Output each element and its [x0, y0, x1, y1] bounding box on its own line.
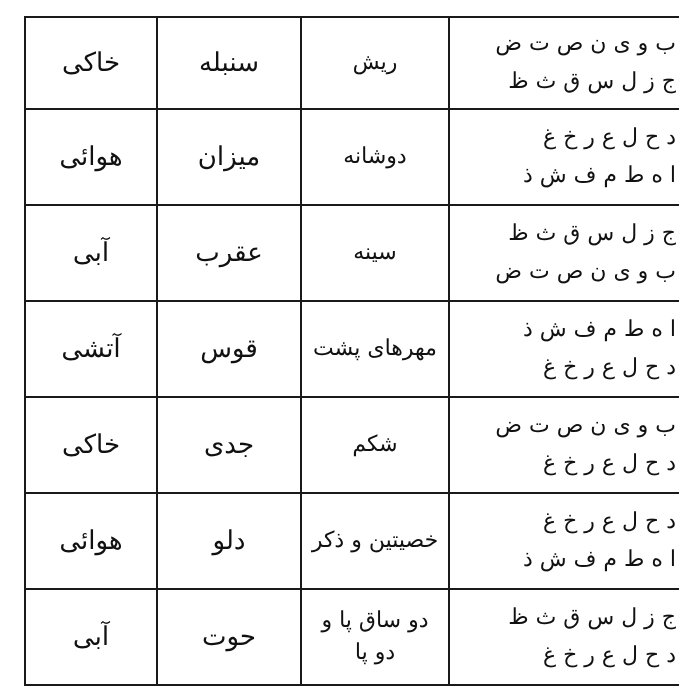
- body-part-text: دوشانه: [343, 144, 407, 169]
- zodiac-sign-cell: [157, 397, 301, 493]
- body-part-cell: [301, 301, 449, 397]
- element-text: هوائی: [59, 142, 123, 172]
- letters-cell: [449, 301, 679, 397]
- letters-line: ب و ی ن ص ت ض: [495, 31, 676, 56]
- zodiac-sign-text: عقرب: [195, 238, 263, 268]
- letters-line: ا ه ط م ف ش ذ: [522, 547, 676, 572]
- zodiac-sign-cell: [157, 109, 301, 205]
- zodiac-sign-text: دلو: [212, 526, 246, 556]
- zodiac-sign-text: حوت: [202, 622, 256, 652]
- letters-line: ب و ی ن ص ت ض: [495, 413, 676, 438]
- letters-line: د ح ل ع ر خ غ: [542, 355, 676, 380]
- element-cell: [25, 109, 157, 205]
- body-part-cell: [301, 493, 449, 589]
- letters-line: ج ز ل س ق ث ظ: [508, 605, 676, 630]
- element-cell: [25, 301, 157, 397]
- zodiac-sign-cell: [157, 493, 301, 589]
- body-part-cell: [301, 205, 449, 301]
- letters-line: ج ز ل س ق ث ظ: [508, 69, 676, 94]
- body-part-cell: [301, 17, 449, 109]
- letters-line: ا ه ط م ف ش ذ: [522, 163, 676, 188]
- body-part-cell: [301, 397, 449, 493]
- letters-line: د ح ل ع ر خ غ: [542, 509, 676, 534]
- zodiac-sign-text: میزان: [197, 142, 261, 172]
- table-row: [25, 301, 679, 397]
- element-text: خاکی: [61, 48, 121, 78]
- zodiac-sign-text: جدی: [203, 430, 255, 460]
- letters-line: ج ز ل س ق ث ظ: [508, 221, 676, 246]
- body-part-text: سینه: [353, 240, 397, 265]
- letters-line: د ح ل ع ر خ غ: [542, 643, 676, 668]
- zodiac-sign-cell: [157, 301, 301, 397]
- zodiac-sign-cell: [157, 589, 301, 685]
- element-cell: [25, 17, 157, 109]
- element-text: آتشی: [61, 334, 121, 364]
- body-part-text: خصیتین و ذکر: [311, 528, 439, 553]
- body-part-text: ریش: [352, 50, 398, 75]
- table-row: [25, 493, 679, 589]
- element-text: آبی: [72, 622, 110, 652]
- body-part-text: دو ساق پا و: [321, 608, 429, 633]
- body-part-text: شکم: [352, 432, 398, 457]
- letters-cell: [449, 589, 679, 685]
- zodiac-sign-text: سنبله: [198, 48, 260, 78]
- table-row: [25, 397, 679, 493]
- element-cell: [25, 205, 157, 301]
- letters-line: ا ه ط م ف ش ذ: [522, 317, 676, 342]
- letters-cell: [449, 109, 679, 205]
- zodiac-sign-cell: [157, 205, 301, 301]
- element-cell: [25, 493, 157, 589]
- element-text: خاکی: [61, 430, 121, 460]
- letters-cell: [449, 397, 679, 493]
- body-part-text: مهرهای پشت: [313, 336, 437, 361]
- letters-cell: [449, 493, 679, 589]
- element-cell: [25, 397, 157, 493]
- zodiac-sign-cell: [157, 17, 301, 109]
- letters-line: ب و ی ن ص ت ض: [495, 259, 676, 284]
- body-part-cell: [301, 589, 449, 685]
- zodiac-table: [24, 16, 679, 686]
- body-part-text: دو پا: [354, 640, 396, 665]
- element-text: هوائی: [59, 526, 123, 556]
- letters-cell: [449, 17, 679, 109]
- letters-line: د ح ل ع ر خ غ: [542, 451, 676, 476]
- table-row: [25, 17, 679, 109]
- zodiac-sign-text: قوس: [200, 334, 258, 364]
- body-part-cell: [301, 109, 449, 205]
- letters-cell: [449, 205, 679, 301]
- letters-line: د ح ل ع ر خ غ: [542, 125, 676, 150]
- table-row: [25, 109, 679, 205]
- table-row: [25, 205, 679, 301]
- table-row: [25, 589, 679, 685]
- element-cell: [25, 589, 157, 685]
- element-text: آبی: [72, 238, 110, 268]
